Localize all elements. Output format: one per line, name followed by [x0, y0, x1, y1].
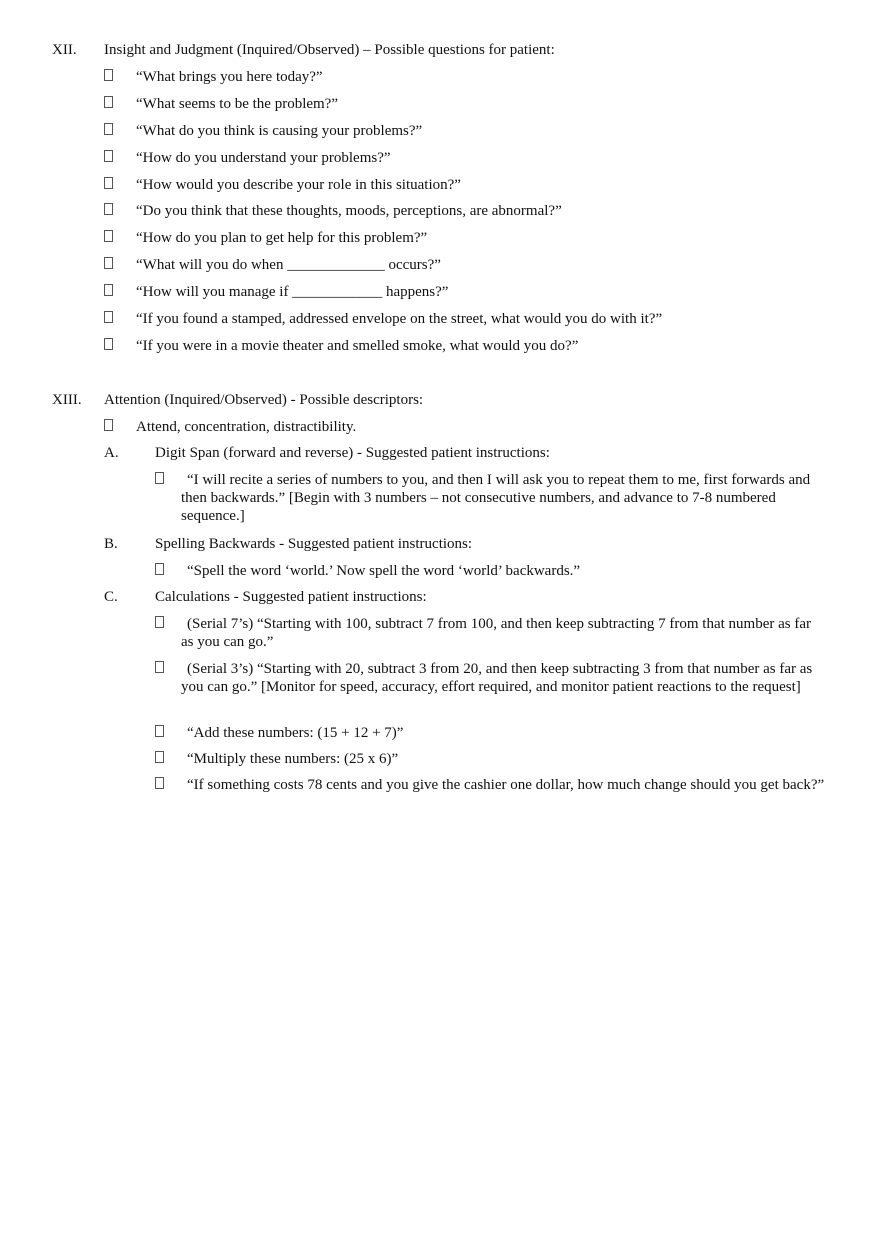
bullet-icon: [155, 616, 164, 628]
section-xii-heading: Insight and Judgment (Inquired/Observed) – Possible questions for patient:: [104, 42, 555, 58]
bullet-icon: [104, 69, 113, 81]
bullet-icon: [155, 751, 164, 763]
question-item: “How will you manage if ____________ happens?”: [136, 284, 449, 300]
instruction-item: “Add these numbers: (15 + 12 + 7)”: [187, 725, 404, 741]
bullet-icon: [104, 230, 113, 242]
bullet-icon: [104, 257, 113, 269]
descriptor-item: Attend, concentration, distractibility.: [136, 419, 357, 435]
question-item: “If you found a stamped, addressed envelope on the street, what would you do with it?”: [136, 311, 663, 327]
bullet-icon: [104, 338, 113, 350]
bullet-icon: [104, 311, 113, 323]
question-item: “What will you do when _____________ occurs?”: [136, 257, 441, 273]
subsection-c-title: Calculations - Suggested patient instructions:: [155, 589, 427, 605]
instruction-item: “If something costs 78 cents and you give the cashier one dollar, how much change should you get back?”: [187, 777, 825, 793]
bullet-icon: [104, 123, 113, 135]
question-item: “What brings you here today?”: [136, 69, 323, 85]
bullet-icon: [155, 661, 164, 673]
bullet-icon: [104, 203, 113, 215]
bullet-icon: [104, 96, 113, 108]
bullet-icon: [155, 777, 164, 789]
bullet-icon: [155, 472, 164, 484]
bullet-icon: [104, 419, 113, 431]
subsection-a-title: Digit Span (forward and reverse) - Suggested patient instructions:: [155, 445, 550, 461]
section-xiii-numeral: XIII.: [52, 392, 82, 408]
question-item: “What do you think is causing your problems?”: [136, 123, 423, 139]
question-item: “How do you plan to get help for this problem?”: [136, 230, 428, 246]
subsection-b-letter: B.: [104, 536, 118, 552]
bullet-icon: [155, 563, 164, 575]
instruction-item: “Spell the word ‘world.’ Now spell the word ‘world’ backwards.”: [187, 563, 581, 579]
question-item: “How would you describe your role in this situation?”: [136, 177, 461, 193]
instruction-item: (Serial 7’s) “Starting with 100, subtract 7 from 100, and then keep subtracting 7 from that number as far as you can go.”: [181, 616, 812, 650]
question-item: “If you were in a movie theater and smelled smoke, what would you do?”: [136, 338, 579, 354]
instruction-item: “I will recite a series of numbers to you, and then I will ask you to repeat them to me, first forwards and then backwards.” [Begin with 3 numbers – not consecutive numbers, and advance to 7-8 numbered sequence.]: [181, 472, 811, 524]
section-xiii-heading: Attention (Inquired/Observed) - Possible descriptors:: [104, 392, 424, 408]
bullet-icon: [155, 725, 164, 737]
question-item: “Do you think that these thoughts, moods, perceptions, are abnormal?”: [136, 203, 562, 219]
section-xii-numeral: XII.: [52, 42, 77, 58]
instruction-item: (Serial 3’s) “Starting with 20, subtract 3 from 20, and then keep subtracting 3 from that number as far as you can go.” [Monitor for speed, accuracy, effort required, and monitor patient reactions to the request]: [181, 661, 813, 695]
subsection-c-letter: C.: [104, 589, 118, 605]
question-item: “How do you understand your problems?”: [136, 150, 391, 166]
bullet-icon: [104, 284, 113, 296]
bullet-icon: [104, 177, 113, 189]
subsection-a-letter: A.: [104, 445, 119, 461]
question-item: “What seems to be the problem?”: [136, 96, 339, 112]
bullet-icon: [104, 150, 113, 162]
instruction-item: “Multiply these numbers: (25 x 6)”: [187, 751, 399, 767]
subsection-b-title: Spelling Backwards - Suggested patient instructions:: [155, 536, 473, 552]
